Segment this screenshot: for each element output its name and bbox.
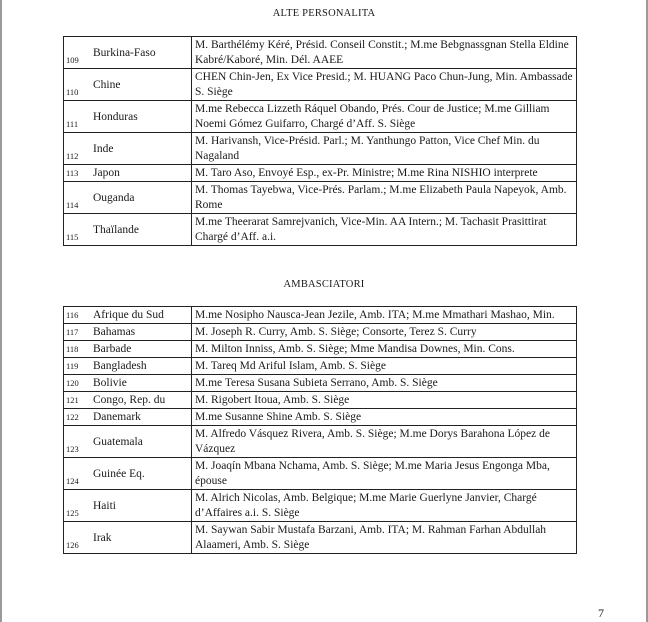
delegation-description: M.me Susanne Shine Amb. S. Siège	[192, 409, 577, 426]
row-number: 112	[64, 133, 91, 165]
table-row	[64, 307, 577, 324]
country-name: Inde	[90, 133, 192, 165]
table-row	[64, 522, 577, 554]
table-row	[64, 375, 577, 392]
country-name: Barbade	[90, 341, 192, 358]
page-number: 7	[598, 606, 604, 620]
delegation-description: M. Thomas Tayebwa, Vice-Prés. Parlam.; M.me Elizabeth Paula Napeyok, Amb. Rome	[192, 182, 577, 214]
country-name: Bangladesh	[90, 358, 192, 375]
table-row	[64, 214, 577, 246]
country-name: Guinée Eq.	[90, 458, 192, 490]
section-title-ambasciatori: AMBASCIATORI	[283, 279, 365, 290]
country-name: Irak	[90, 522, 192, 554]
table-row	[64, 392, 577, 409]
country-name: Thaïlande	[90, 214, 192, 246]
delegation-description: M.me Rebecca Lizzeth Ráquel Obando, Prés. Cour de Justice; M.me Gilliam Noemi Gómez Guifarro, Chargé d’Aff. S. Siège	[192, 101, 577, 133]
row-number: 121	[64, 392, 91, 409]
row-number: 116	[64, 307, 91, 324]
row-number: 123	[64, 426, 91, 458]
delegation-description: M. Joseph R. Curry, Amb. S. Siège; Consorte, Terez S. Curry	[192, 324, 577, 341]
delegation-description: M.me Theerarat Samrejvanich, Vice-Min. AA Intern.; M. Tachasit Prasittirat Chargé d’Aff. a.i.	[192, 214, 577, 246]
table-row	[64, 133, 577, 165]
table-row	[64, 101, 577, 133]
country-name: Guatemala	[90, 426, 192, 458]
row-number: 115	[64, 214, 91, 246]
delegation-description: M. Harivansh, Vice-Présid. Parl.; M. Yanthungo Patton, Vice Chef Min. du Nagaland	[192, 133, 577, 165]
table-row	[64, 341, 577, 358]
delegation-description: M.me Teresa Susana Subieta Serrano, Amb. S. Siège	[192, 375, 577, 392]
table-row	[64, 69, 577, 101]
delegation-description: M. Barthélémy Kéré, Présid. Conseil Constit.; M.me Bebgnassgnan Stella Eldine Kabré/Kaboré, Min. Dél. AAEE	[192, 37, 577, 69]
country-name: Danemark	[90, 409, 192, 426]
delegation-description: M. Tareq Md Ariful Islam, Amb. S. Siège	[192, 358, 577, 375]
row-number: 110	[64, 69, 91, 101]
table-ambasciatori	[63, 306, 577, 554]
row-number: 117	[64, 324, 91, 341]
country-name: Chine	[90, 69, 192, 101]
table-row	[64, 324, 577, 341]
section-title-alte-personalita: ALTE PERSONALITA	[272, 8, 376, 19]
country-name: Bolivie	[90, 375, 192, 392]
table-row	[64, 490, 577, 522]
delegation-description: M. Milton Inniss, Amb. S. Siège; Mme Mandisa Downes, Min. Cons.	[192, 341, 577, 358]
row-number: 120	[64, 375, 91, 392]
table-row	[64, 165, 577, 182]
row-number: 118	[64, 341, 91, 358]
delegation-description: M. Rigobert Itoua, Amb. S. Siège	[192, 392, 577, 409]
table-alte-personalita	[63, 36, 577, 246]
table-row	[64, 182, 577, 214]
delegation-description: M. Taro Aso, Envoyé Esp., ex-Pr. Ministre; M.me Rina NISHIO interprete	[192, 165, 577, 182]
table-row	[64, 458, 577, 490]
table-row	[64, 426, 577, 458]
row-number: 113	[64, 165, 91, 182]
table-row	[64, 358, 577, 375]
delegation-description: M. Joaqín Mbana Nchama, Amb. S. Siège; M.me Maria Jesus Engonga Mba, épouse	[192, 458, 577, 490]
country-name: Afrique du Sud	[90, 307, 192, 324]
table-body	[64, 307, 577, 554]
country-name: Haiti	[90, 490, 192, 522]
country-name: Congo, Rep. du	[90, 392, 192, 409]
row-number: 122	[64, 409, 91, 426]
delegation-description: M. Alfredo Vásquez Rivera, Amb. S. Siège; M.me Dorys Barahona López de Vázquez	[192, 426, 577, 458]
row-number: 126	[64, 522, 91, 554]
row-number: 114	[64, 182, 91, 214]
table-row	[64, 37, 577, 69]
country-name: Bahamas	[90, 324, 192, 341]
delegation-description: CHEN Chin-Jen, Ex Vice Presid.; M. HUANG Paco Chun-Jung, Min. Ambassade S. Siège	[192, 69, 577, 101]
country-name: Burkina-Faso	[90, 37, 192, 69]
row-number: 109	[64, 37, 91, 69]
country-name: Honduras	[90, 101, 192, 133]
row-number: 125	[64, 490, 91, 522]
country-name: Ouganda	[90, 182, 192, 214]
delegation-description: M.me Nosipho Nausca-Jean Jezile, Amb. ITA; M.me Mmathari Mashao, Min.	[192, 307, 577, 324]
row-number: 111	[64, 101, 91, 133]
row-number: 119	[64, 358, 91, 375]
delegation-description: M. Saywan Sabir Mustafa Barzani, Amb. ITA; M. Rahman Farhan Abdullah Alaameri, Amb. S. Siège	[192, 522, 577, 554]
country-name: Japon	[90, 165, 192, 182]
table-row	[64, 409, 577, 426]
page-edge-left	[0, 0, 2, 622]
table-body	[64, 37, 577, 246]
delegation-description: M. Alrich Nicolas, Amb. Belgique; M.me Marie Guerlyne Janvier, Chargé d’Affaires a.i. S. Siège	[192, 490, 577, 522]
row-number: 124	[64, 458, 91, 490]
